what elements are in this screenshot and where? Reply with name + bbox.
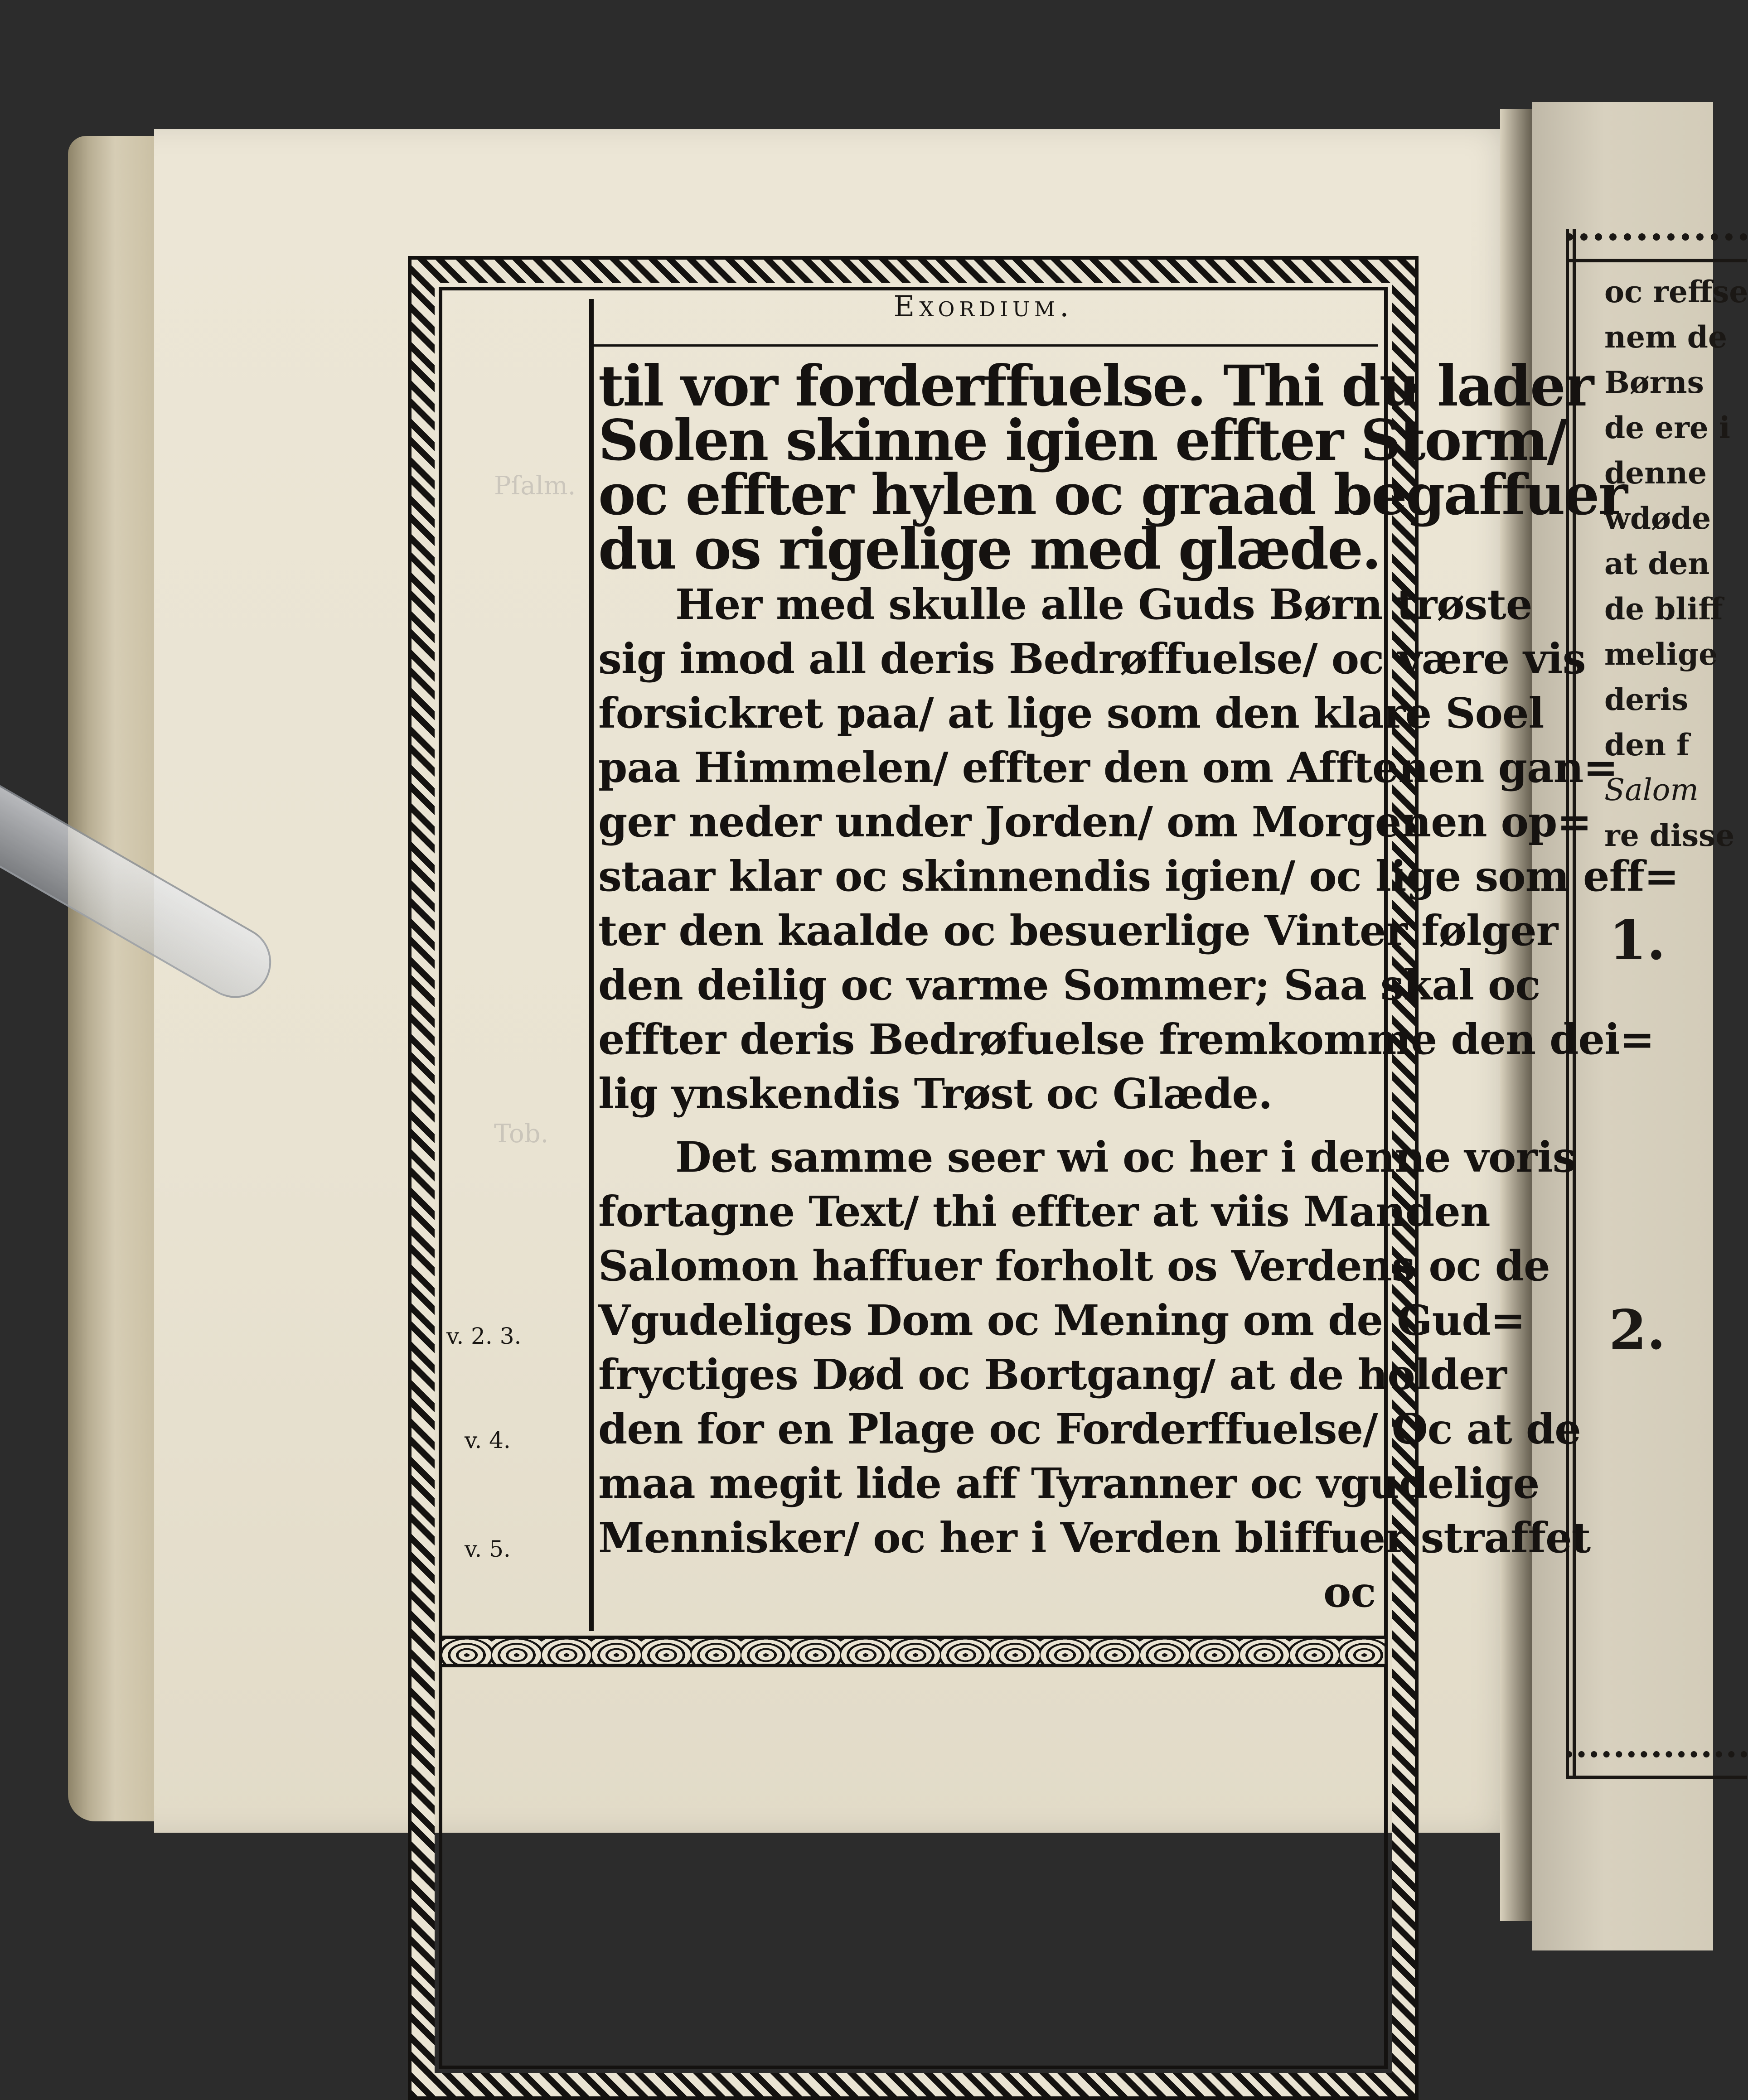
facing-page-numeral: 2. [1609,1298,1666,1362]
facing-page-line: den f [1604,727,1690,763]
text-line: effter deris Bedrøfuelse fremkomme den dei= [598,1015,1655,1064]
facing-page-line: Salom [1604,772,1699,807]
text-line: den for en Plage oc Forderffuelse/ Oc at de [598,1405,1581,1453]
ornamental-bottom-band [442,1636,1385,1667]
text-line: sig imod all deris Bedrøffuelse/ oc være vis [598,634,1586,683]
facing-page-line: nem de [1604,319,1727,355]
text-line: staar klar oc skinnendis igien/ oc lige som eff= [598,852,1679,901]
facing-page-line: Børns [1604,365,1704,400]
text-line: Mennisker/ oc her i Verden bliffuer straffet [598,1513,1591,1562]
text-line: fortagne Text/ thi effter at viis Manden [598,1187,1490,1236]
facing-page-line: oc reffse [1604,274,1748,309]
facing-page-numeral: 1. [1609,908,1666,972]
facing-page-line: at den [1604,546,1710,581]
margin-verse-ref: v. 5. [465,1536,511,1562]
text-line: lig ynskendis Trøst oc Glæde. [598,1069,1273,1118]
text-line: Her med skulle alle Guds Børn trøste [675,580,1532,629]
margin-column-rule [589,299,594,1631]
facing-page-line: denne [1604,455,1707,491]
text-line: den deilig oc varme Sommer; Saa skal oc [598,961,1540,1009]
facing-page-line: melige [1604,637,1718,672]
text-line: maa megit lide aff Tyranner oc vgudelige [598,1459,1540,1508]
text-line: fryctiges Død oc Bortgang/ at de holder [598,1350,1507,1399]
margin-verse-ref: v. 2. 3. [446,1323,522,1349]
show-through-text: Tob. [494,1119,549,1149]
facing-page-border-bottom [1566,1751,1747,1779]
text-line: forsickret paa/ at lige som den klare Soel [598,689,1544,738]
text-line: ger neder under Jorden/ om Morgenen op= [598,797,1592,846]
text-line: Solen skinne igien effter Storm/ [598,408,1566,473]
running-head: Exordium. [893,290,1074,323]
margin-verse-ref: v. 4. [465,1427,511,1453]
text-line: Salomon haffuer forholt os Verdens oc de [598,1241,1550,1290]
text-line: til vor forderffuelse. Thi du lader [598,353,1593,419]
text-line: paa Himmelen/ effter den om Afftenen gan= [598,743,1618,792]
text-line: oc effter hylen oc graad begaffuer [598,462,1627,528]
facing-page-line: de bliff [1604,591,1723,627]
text-line: Det samme seer wi oc her i denne voris [675,1133,1576,1182]
facing-page-line: re disse [1604,818,1735,853]
facing-page-line: wdøde [1604,501,1711,536]
text-line: Vgudeliges Dom oc Mening om de Gud= [598,1296,1525,1345]
facing-page-line: de ere i [1604,410,1730,445]
facing-page-line: deris [1604,682,1689,717]
running-head-rule [589,344,1378,347]
text-line: du os rigelige med glæde. [598,517,1380,582]
show-through-text: Pſalm. [494,471,576,501]
catchword: oc [1323,1568,1376,1617]
text-line: ter den kaalde oc besuerlige Vinter følger [598,906,1558,955]
